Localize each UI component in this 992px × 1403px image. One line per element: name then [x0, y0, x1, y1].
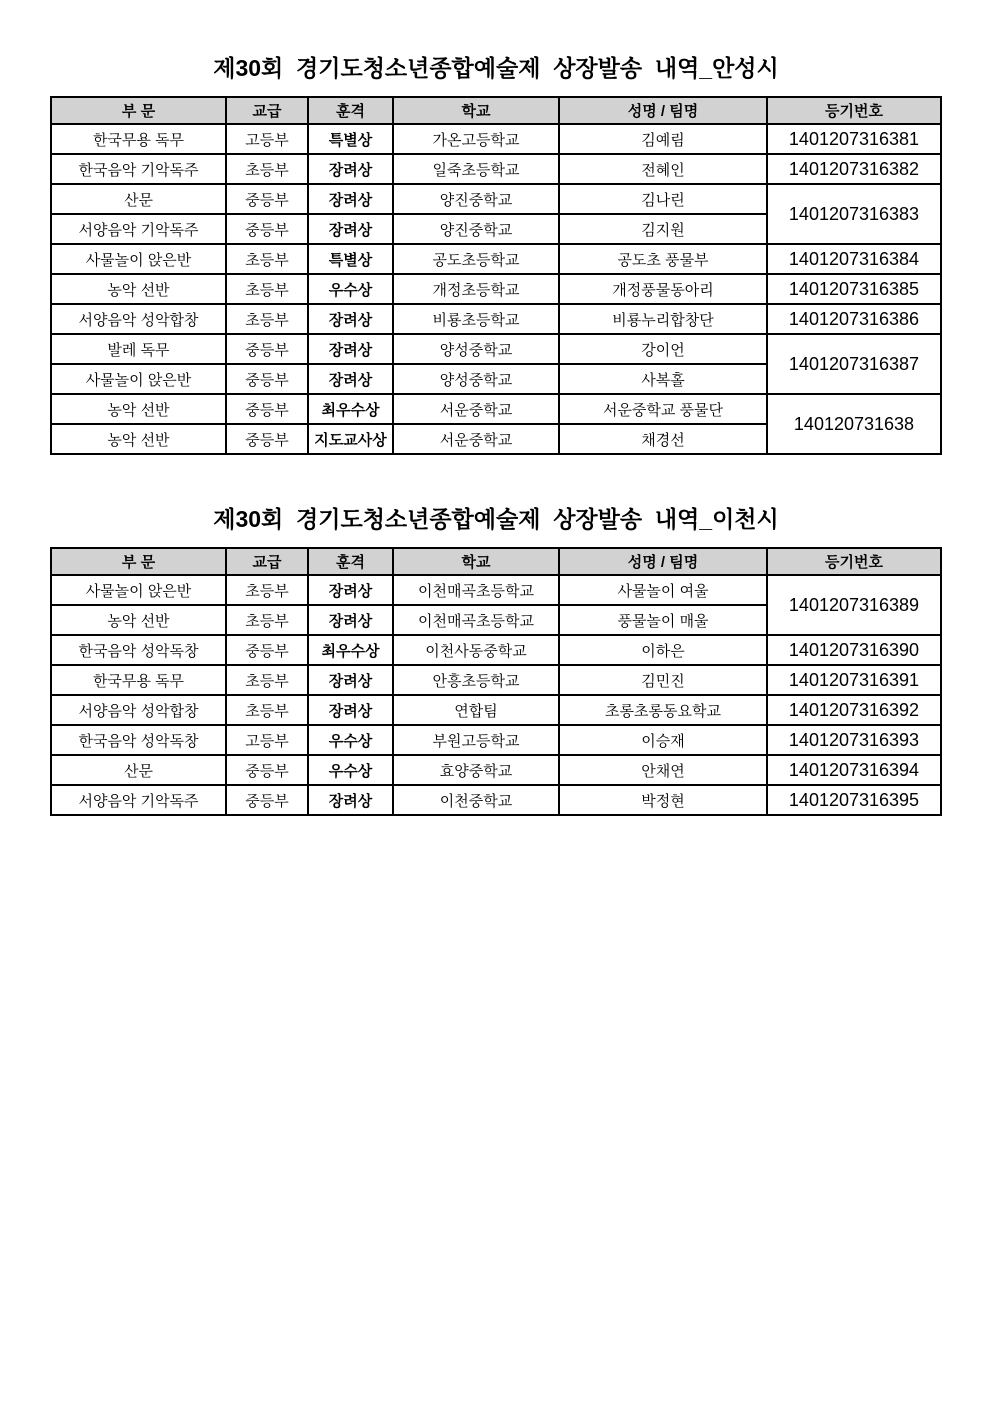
registration-cell: 1401207316384 — [767, 244, 941, 274]
grade-cell: 중등부 — [226, 394, 308, 424]
table-row — [51, 244, 941, 274]
registration-cell: 1401207316392 — [767, 695, 941, 725]
name-cell: 비룡누리합창단 — [559, 304, 767, 334]
table-row — [51, 184, 941, 214]
name-cell: 초롱초롱동요학교 — [559, 695, 767, 725]
name-cell: 이하은 — [559, 635, 767, 665]
grade-cell: 중등부 — [226, 635, 308, 665]
category-cell: 농악 선반 — [51, 605, 226, 635]
registration-cell: 1401207316381 — [767, 124, 941, 154]
award-cell: 장려상 — [308, 364, 393, 394]
school-cell: 비룡초등학교 — [393, 304, 559, 334]
award-cell: 장려상 — [308, 154, 393, 184]
registration-cell: 1401207316393 — [767, 725, 941, 755]
header-grade: 교급 — [226, 548, 308, 575]
table-row — [51, 755, 941, 785]
award-cell: 최우수상 — [308, 635, 393, 665]
header-school: 학교 — [393, 97, 559, 124]
category-cell: 농악 선반 — [51, 424, 226, 454]
category-cell: 서양음악 성악합창 — [51, 304, 226, 334]
school-cell: 양진중학교 — [393, 184, 559, 214]
category-cell: 사물놀이 앉은반 — [51, 364, 226, 394]
name-cell: 안채연 — [559, 755, 767, 785]
header-name: 성명 / 팀명 — [559, 548, 767, 575]
registration-cell: 1401207316395 — [767, 785, 941, 815]
header-category: 부 문 — [51, 97, 226, 124]
name-cell: 김민진 — [559, 665, 767, 695]
category-cell: 농악 선반 — [51, 394, 226, 424]
header-registration: 등기번호 — [767, 548, 941, 575]
registration-cell: 1401207316394 — [767, 755, 941, 785]
award-cell: 장려상 — [308, 214, 393, 244]
header-award: 훈격 — [308, 548, 393, 575]
award-cell: 장려상 — [308, 695, 393, 725]
award-cell: 지도교사상 — [308, 424, 393, 454]
award-cell: 장려상 — [308, 304, 393, 334]
table-row — [51, 154, 941, 184]
school-cell: 공도초등학교 — [393, 244, 559, 274]
grade-cell: 중등부 — [226, 214, 308, 244]
award-cell: 장려상 — [308, 605, 393, 635]
grade-cell: 중등부 — [226, 184, 308, 214]
grade-cell: 중등부 — [226, 334, 308, 364]
grade-cell: 초등부 — [226, 665, 308, 695]
grade-cell: 초등부 — [226, 304, 308, 334]
name-cell: 공도초 풍물부 — [559, 244, 767, 274]
name-cell: 서운중학교 풍물단 — [559, 394, 767, 424]
award-cell: 장려상 — [308, 665, 393, 695]
school-cell: 이천사동중학교 — [393, 635, 559, 665]
table-row — [51, 665, 941, 695]
category-cell: 한국음악 성악독창 — [51, 635, 226, 665]
registration-cell: 1401207316390 — [767, 635, 941, 665]
table-row — [51, 725, 941, 755]
table-row — [51, 334, 941, 364]
table-row — [51, 394, 941, 424]
name-cell: 사복홀 — [559, 364, 767, 394]
registration-cell-merged: 140120731638 — [767, 394, 941, 454]
school-cell: 서운중학교 — [393, 394, 559, 424]
name-cell: 이승재 — [559, 725, 767, 755]
table-row — [51, 274, 941, 304]
icheon-table-title: 제30회 경기도청소년종합예술제 상장발송 내역_이천시 — [213, 506, 779, 532]
grade-cell: 초등부 — [226, 605, 308, 635]
school-cell: 부원고등학교 — [393, 725, 559, 755]
grade-cell: 초등부 — [226, 244, 308, 274]
registration-cell-merged: 1401207316389 — [767, 575, 941, 635]
grade-cell: 초등부 — [226, 274, 308, 304]
grade-cell: 초등부 — [226, 575, 308, 605]
table-row — [51, 304, 941, 334]
header-name: 성명 / 팀명 — [559, 97, 767, 124]
name-cell: 풍물놀이 매울 — [559, 605, 767, 635]
table-row — [51, 124, 941, 154]
category-cell: 산문 — [51, 184, 226, 214]
header-row — [51, 97, 941, 124]
table-row — [51, 785, 941, 815]
school-cell: 서운중학교 — [393, 424, 559, 454]
header-registration: 등기번호 — [767, 97, 941, 124]
name-cell: 채경선 — [559, 424, 767, 454]
table-row — [51, 575, 941, 605]
registration-cell: 1401207316391 — [767, 665, 941, 695]
name-cell: 김예림 — [559, 124, 767, 154]
name-cell: 김지원 — [559, 214, 767, 244]
category-cell: 한국음악 성악독창 — [51, 725, 226, 755]
school-cell: 가온고등학교 — [393, 124, 559, 154]
category-cell: 발레 독무 — [51, 334, 226, 364]
registration-cell-merged: 1401207316387 — [767, 334, 941, 394]
category-cell: 농악 선반 — [51, 274, 226, 304]
header-row — [51, 548, 941, 575]
table-row — [51, 635, 941, 665]
table-row — [51, 695, 941, 725]
category-cell: 서양음악 기악독주 — [51, 214, 226, 244]
award-cell: 장려상 — [308, 184, 393, 214]
grade-cell: 중등부 — [226, 424, 308, 454]
category-cell: 산문 — [51, 755, 226, 785]
school-cell: 이천중학교 — [393, 785, 559, 815]
award-cell: 장려상 — [308, 785, 393, 815]
grade-cell: 고등부 — [226, 725, 308, 755]
grade-cell: 중등부 — [226, 755, 308, 785]
name-cell: 박정현 — [559, 785, 767, 815]
award-cell: 우수상 — [308, 755, 393, 785]
grade-cell: 고등부 — [226, 124, 308, 154]
anseong-table-title: 제30회 경기도청소년종합예술제 상장발송 내역_안성시 — [213, 55, 779, 81]
school-cell: 일죽초등학교 — [393, 154, 559, 184]
header-category: 부 문 — [51, 548, 226, 575]
category-cell: 사물놀이 앉은반 — [51, 244, 226, 274]
award-cell: 장려상 — [308, 334, 393, 364]
award-cell: 우수상 — [308, 725, 393, 755]
award-cell: 최우수상 — [308, 394, 393, 424]
award-cell: 특별상 — [308, 244, 393, 274]
category-cell: 한국무용 독무 — [51, 665, 226, 695]
school-cell: 개정초등학교 — [393, 274, 559, 304]
category-cell: 한국음악 기악독주 — [51, 154, 226, 184]
school-cell: 양성중학교 — [393, 334, 559, 364]
anseong-award-table — [50, 96, 942, 455]
school-cell: 양진중학교 — [393, 214, 559, 244]
award-cell: 특별상 — [308, 124, 393, 154]
school-cell: 양성중학교 — [393, 364, 559, 394]
name-cell: 강이언 — [559, 334, 767, 364]
school-cell: 효양중학교 — [393, 755, 559, 785]
category-cell: 한국무용 독무 — [51, 124, 226, 154]
name-cell: 개정풍물동아리 — [559, 274, 767, 304]
registration-cell: 1401207316382 — [767, 154, 941, 184]
header-grade: 교급 — [226, 97, 308, 124]
grade-cell: 중등부 — [226, 785, 308, 815]
school-cell: 안흥초등학교 — [393, 665, 559, 695]
category-cell: 서양음악 기악독주 — [51, 785, 226, 815]
school-cell: 이천매곡초등학교 — [393, 575, 559, 605]
category-cell: 서양음악 성악합창 — [51, 695, 226, 725]
category-cell: 사물놀이 앉은반 — [51, 575, 226, 605]
grade-cell: 초등부 — [226, 695, 308, 725]
name-cell: 전혜인 — [559, 154, 767, 184]
school-cell: 이천매곡초등학교 — [393, 605, 559, 635]
header-school: 학교 — [393, 548, 559, 575]
registration-cell: 1401207316385 — [767, 274, 941, 304]
registration-cell: 1401207316386 — [767, 304, 941, 334]
grade-cell: 초등부 — [226, 154, 308, 184]
award-cell: 우수상 — [308, 274, 393, 304]
registration-cell-merged: 1401207316383 — [767, 184, 941, 244]
school-cell: 연합팀 — [393, 695, 559, 725]
award-cell: 장려상 — [308, 575, 393, 605]
header-award: 훈격 — [308, 97, 393, 124]
grade-cell: 중등부 — [226, 364, 308, 394]
icheon-award-table — [50, 547, 942, 816]
name-cell: 김나린 — [559, 184, 767, 214]
name-cell: 사물놀이 여울 — [559, 575, 767, 605]
